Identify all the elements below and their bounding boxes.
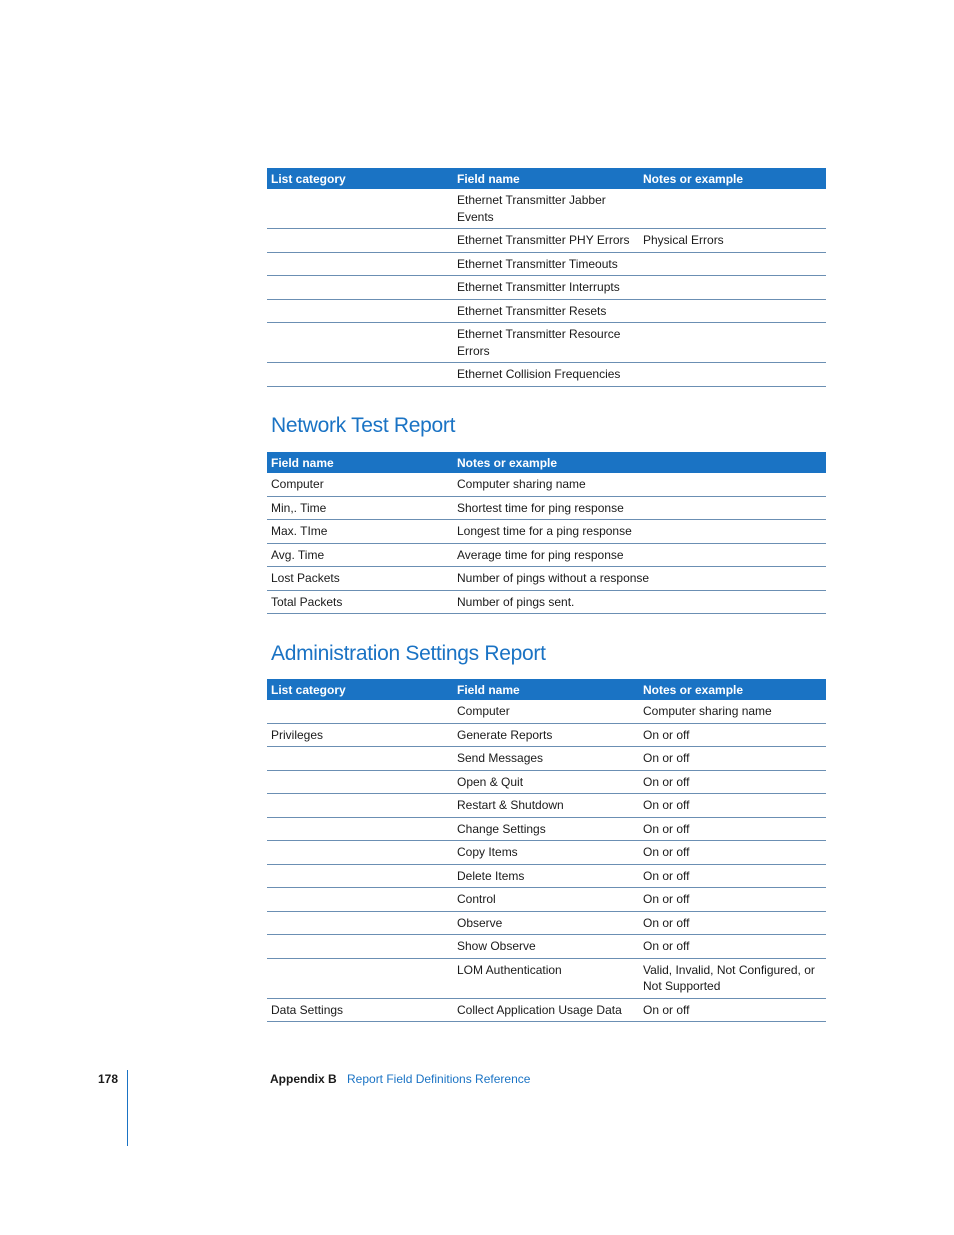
table-cell: Copy Items [453,841,639,865]
table-cell [267,229,453,253]
table-cell: On or off [639,864,826,888]
table-cell: Control [453,888,639,912]
table-cell: Avg. Time [267,543,453,567]
table-row [267,363,826,387]
table-cell [267,252,453,276]
table-cell [267,958,453,998]
table-row [267,841,826,865]
table-cell [267,935,453,959]
table-row [267,590,826,614]
footer-chapter-title: Report Field Definitions Reference [347,1072,531,1086]
table-cell: Change Settings [453,817,639,841]
footer-appendix-label: Appendix B [270,1072,337,1086]
administration-settings-table [267,679,826,1022]
table-row [267,252,826,276]
table-row [267,723,826,747]
table-cell: Open & Quit [453,770,639,794]
table-row [267,496,826,520]
table-cell: On or off [639,935,826,959]
table-row [267,229,826,253]
table-row [267,958,826,998]
table-cell: Ethernet Transmitter Resets [453,299,639,323]
table-cell [267,189,453,229]
table-cell: On or off [639,747,826,771]
table-cell: Show Observe [453,935,639,959]
table-cell: Number of pings sent. [453,590,826,614]
table-cell: On or off [639,723,826,747]
table-row [267,864,826,888]
table-cell: Generate Reports [453,723,639,747]
table-row [267,700,826,723]
table-cell: Computer sharing name [453,473,826,496]
table-cell [267,794,453,818]
table-row [267,276,826,300]
table-cell: Average time for ping response [453,543,826,567]
table-cell: Send Messages [453,747,639,771]
table-cell [267,841,453,865]
table-row [267,299,826,323]
table-row [267,888,826,912]
table-cell: Ethernet Transmitter Jabber Events [453,189,639,229]
table-cell: On or off [639,911,826,935]
table-cell: Ethernet Transmitter Interrupts [453,276,639,300]
table-cell [639,189,826,229]
table-cell [267,323,453,363]
table-cell [267,864,453,888]
ethernet-fields-table [267,168,826,387]
table-cell: LOM Authentication [453,958,639,998]
table-cell: Data Settings [267,998,453,1022]
section-heading-network-test: Network Test Report [271,414,456,437]
table-cell: On or off [639,841,826,865]
table-row [267,747,826,771]
table-row [267,520,826,544]
column-header: Notes or example [639,168,826,189]
table-row [267,770,826,794]
page-number: 178 [98,1072,119,1086]
table-cell: Longest time for a ping response [453,520,826,544]
table-cell: On or off [639,794,826,818]
table-cell [267,911,453,935]
table-cell: On or off [639,998,826,1022]
column-header: List category [267,168,453,189]
table-cell [267,276,453,300]
table-cell [267,817,453,841]
column-header: List category [267,679,453,700]
table-cell: On or off [639,817,826,841]
column-header: Field name [453,168,639,189]
table-row [267,794,826,818]
table-cell: Ethernet Transmitter Resource Errors [453,323,639,363]
table-cell: On or off [639,888,826,912]
column-header: Field name [267,452,453,473]
table-cell: Valid, Invalid, Not Configured, or Not Supported [639,958,826,998]
table-row [267,935,826,959]
table-cell [639,252,826,276]
table-cell: Restart & Shutdown [453,794,639,818]
table-cell [267,888,453,912]
column-header: Field name [453,679,639,700]
table-cell: Ethernet Collision Frequencies [453,363,639,387]
table-cell: Physical Errors [639,229,826,253]
table-row [267,473,826,496]
table-cell [639,323,826,363]
table-header-row [267,679,826,700]
table-row [267,543,826,567]
column-header: Notes or example [639,679,826,700]
section-heading-administration-settings: Administration Settings Report [271,642,546,665]
table-cell [639,299,826,323]
table-row [267,567,826,591]
table-cell: Computer [453,700,639,723]
table-header-row [267,168,826,189]
table-cell [267,747,453,771]
table-row [267,817,826,841]
table-row [267,911,826,935]
table-cell [267,363,453,387]
table-header-row [267,452,826,473]
footer-divider [127,1070,128,1146]
table-cell [267,770,453,794]
table-cell: Computer sharing name [639,700,826,723]
table-cell [639,276,826,300]
table-cell: Observe [453,911,639,935]
table-row [267,189,826,229]
table-row [267,323,826,363]
table-cell: Privileges [267,723,453,747]
table-cell [639,363,826,387]
table-cell: Delete Items [453,864,639,888]
table-cell: Max. TIme [267,520,453,544]
table-cell: Lost Packets [267,567,453,591]
table-row [267,998,826,1022]
column-header: Notes or example [453,452,826,473]
table-cell: Total Packets [267,590,453,614]
table-cell [267,299,453,323]
table-cell: Collect Application Usage Data [453,998,639,1022]
table-cell: Number of pings without a response [453,567,826,591]
table-cell: Ethernet Transmitter Timeouts [453,252,639,276]
table-cell [267,700,453,723]
network-test-table [267,452,826,614]
table-cell: Min,. Time [267,496,453,520]
table-cell: Shortest time for ping response [453,496,826,520]
table-cell: Ethernet Transmitter PHY Errors [453,229,639,253]
table-cell: On or off [639,770,826,794]
table-cell: Computer [267,473,453,496]
